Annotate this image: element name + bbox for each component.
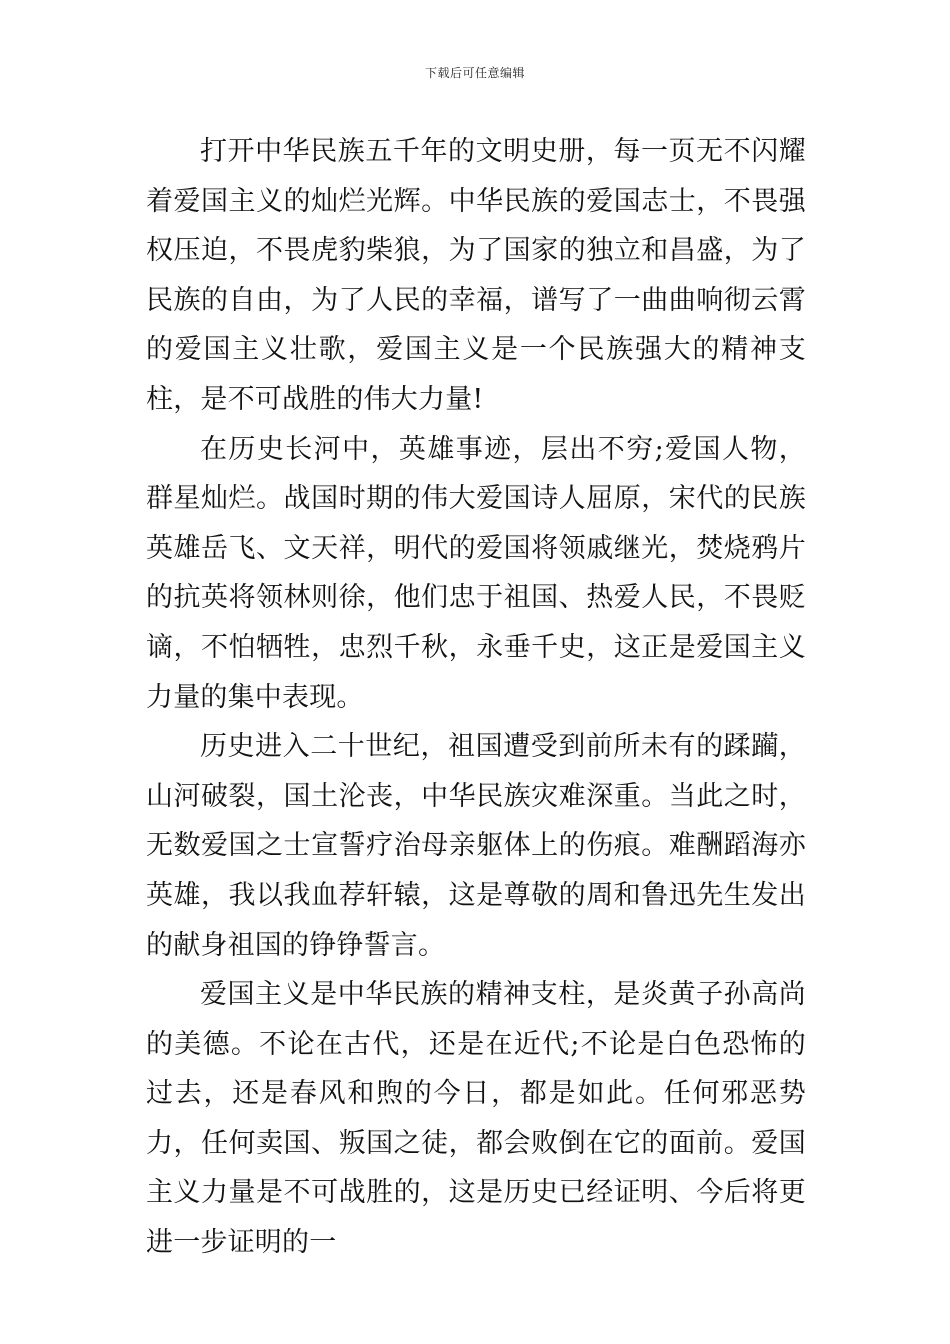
document-body [146,127,806,1268]
page-header: 下载后可任意编辑 [424,66,525,80]
paragraph-2: 在历史长河中，英雄事迹，层出不穷;爱国人物，群星灿烂。战国时期的伟大爱国诗人屈原，宋代的民族英雄岳飞、文天祥，明代的爱国将领戚继光，焚烧鸦片的抗英将领林则徐，他们忠于祖国、热爱人民，不畏贬谪，不怕牺牲，忠烈千秋，永垂千史，这正是爱国主义力量的集中表现。 [146,433,806,713]
paragraph-3: 历史进入二十世纪，祖国遭受到前所未有的蹂躏，山河破裂，国土沦丧，中华民族灾难深重。当此之时，无数爱国之士宣誓疗治母亲躯体上的伤痕。难酬蹈海亦英雄，我以我血荐轩辕，这是尊敬的周和鲁迅先生发出的献身祖国的铮铮誓言。 [146,731,806,961]
paragraph-1: 打开中华民族五千年的文明史册，每一页无不闪耀着爱国主义的灿烂光辉。中华民族的爱国志士，不畏强权压迫，不畏虎豹柴狼，为了国家的独立和昌盛，为了民族的自由，为了人民的幸福，谱写了一曲曲响彻云霄的爱国主义壮歌，爱国主义是一个民族强大的精神支柱，是不可战胜的伟大力量! [146,136,806,415]
paragraph-4: 爱国主义是中华民族的精神支柱，是炎黄子孙高尚的美德。不论在古代，还是在近代;不论是白色恐怖的过去，还是春风和煦的今日，都是如此。任何邪恶势力，任何卖国、叛国之徒，都会败倒在它的面前。爱国主义力量是不可战胜的，这是历史已经证明、今后将更进一步证明的一 [146,979,806,1259]
